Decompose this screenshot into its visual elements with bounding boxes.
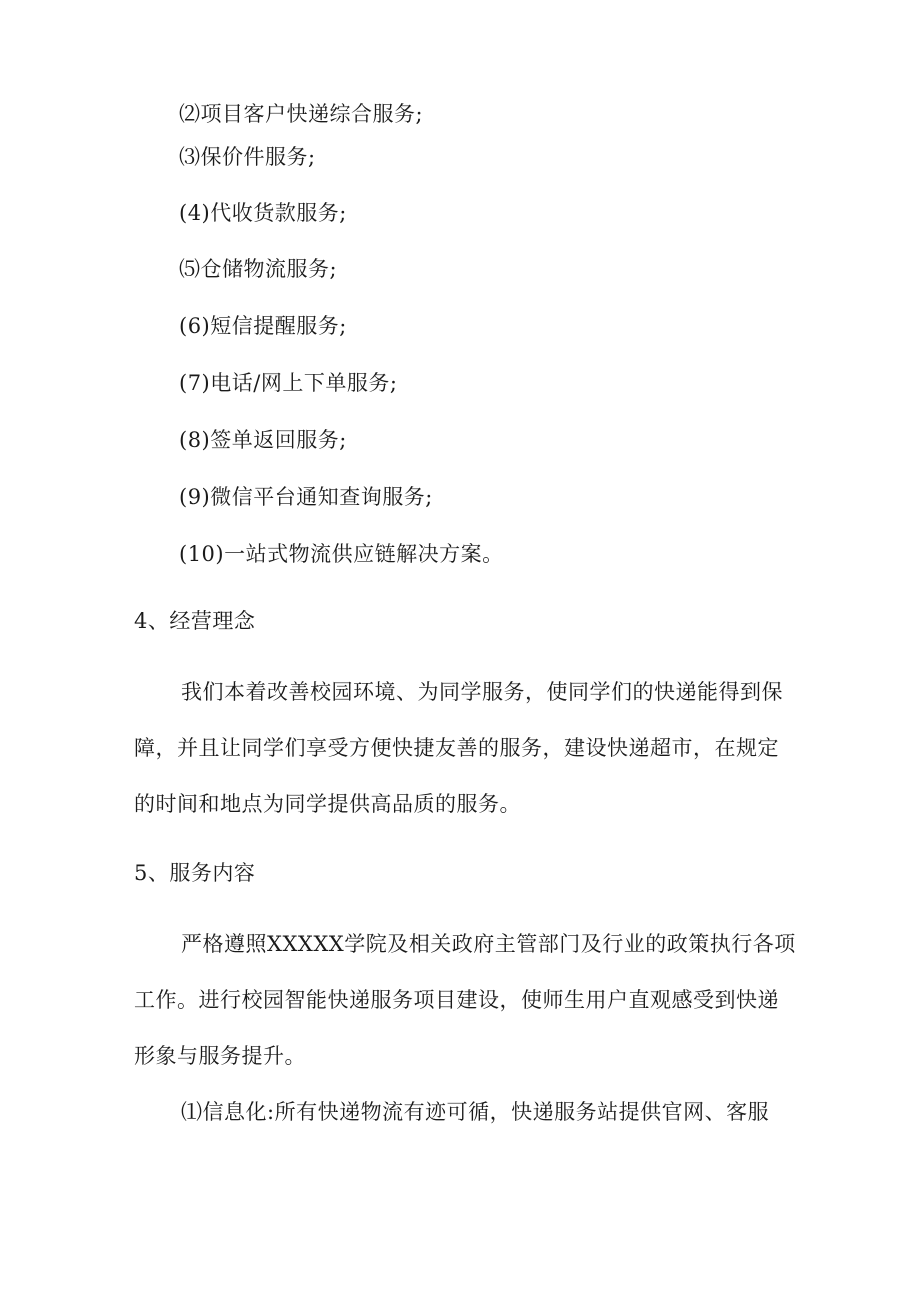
- paragraph-line: 障，并且让同学们享受方便快捷友善的服务，建设快递超市，在规定: [134, 736, 779, 760]
- paragraph-line: ⑴信息化:所有快递物流有迹可循，快递服务站提供官网、客服: [181, 1100, 770, 1124]
- list-item: (10)一站式物流供应链解决方案。: [179, 542, 504, 566]
- paragraph-line: 的时间和地点为同学提供高品质的服务。: [134, 792, 521, 816]
- list-item: (4)代收货款服务;: [179, 201, 347, 225]
- paragraph-line: 工作。进行校园智能快递服务项目建设，使师生用户直观感受到快递: [134, 988, 779, 1012]
- list-item: ⑵项目客户快递综合服务;: [179, 102, 424, 126]
- list-item: ⑸仓储物流服务;: [179, 257, 338, 281]
- list-item: ⑶保价件服务;: [179, 145, 316, 169]
- list-item: (7)电话/网上下单服务;: [179, 371, 398, 395]
- list-item: (6)短信提醒服务;: [179, 314, 347, 338]
- paragraph-line: 严格遵照XXXXX学院及相关政府主管部门及行业的政策执行各项: [181, 932, 796, 956]
- section-heading: 4、经营理念: [134, 609, 256, 633]
- list-item: (9)微信平台通知查询服务;: [179, 485, 433, 509]
- paragraph-line: 我们本着改善校园环境、为同学服务，使同学们的快递能得到保: [181, 680, 783, 704]
- section-heading: 5、服务内容: [134, 861, 256, 885]
- paragraph-line: 形象与服务提升。: [134, 1044, 306, 1068]
- list-item: (8)签单返回服务;: [179, 428, 347, 452]
